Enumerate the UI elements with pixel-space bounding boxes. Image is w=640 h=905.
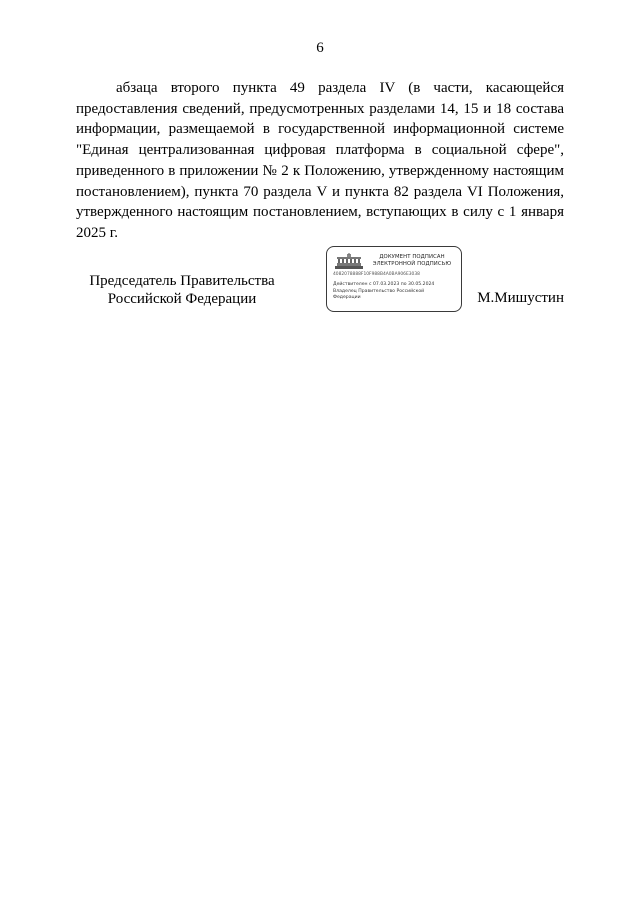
stamp-title-line-1: ДОКУМЕНТ ПОДПИСАН xyxy=(379,254,445,260)
stamp-certificate-number: 4082078888F10F988B4A0BA906E3038 xyxy=(333,272,420,277)
stamp-details xyxy=(333,282,434,302)
stamp-owner-line-1: Владелец Правительство Российской xyxy=(333,288,425,294)
electronic-signature-stamp xyxy=(326,246,462,312)
stamp-title-line-2: ЭЛЕКТРОННОЙ ПОДПИСЬЮ xyxy=(372,261,452,267)
signatory-position-line-1: Председатель Правительства xyxy=(89,273,275,289)
body-paragraph: абзаца второго пункта 49 раздела IV (в части, касающейся предоставления сведений, предусмотренных разделами 14, 15 и 18 состава информации, размещаемой в государственной информационной системе "Единая централизованная цифровая платформа в социальной сфере", приведенного в приложении № 2 к Положению, утвержденному настоящим постановлением), пункта 70 раздела V и пункта 82 раздела VI Положения, утвержденного настоящим постановлением, вступающих в силу с 1 января 2025 г. xyxy=(76,80,564,241)
signatory-position xyxy=(74,272,290,308)
signatory-position-line-2: Российской Федерации xyxy=(107,291,257,307)
stamp-title xyxy=(367,254,457,268)
stamp-validity-period: Действителен с 07.03.2023 по 30.05.2024 xyxy=(333,282,435,287)
page-number: 6 xyxy=(316,40,324,56)
building-emblem-icon xyxy=(334,253,364,270)
stamp-owner-line-2: Федерации xyxy=(333,295,361,301)
signer-name: М.Мишустин xyxy=(477,290,564,306)
